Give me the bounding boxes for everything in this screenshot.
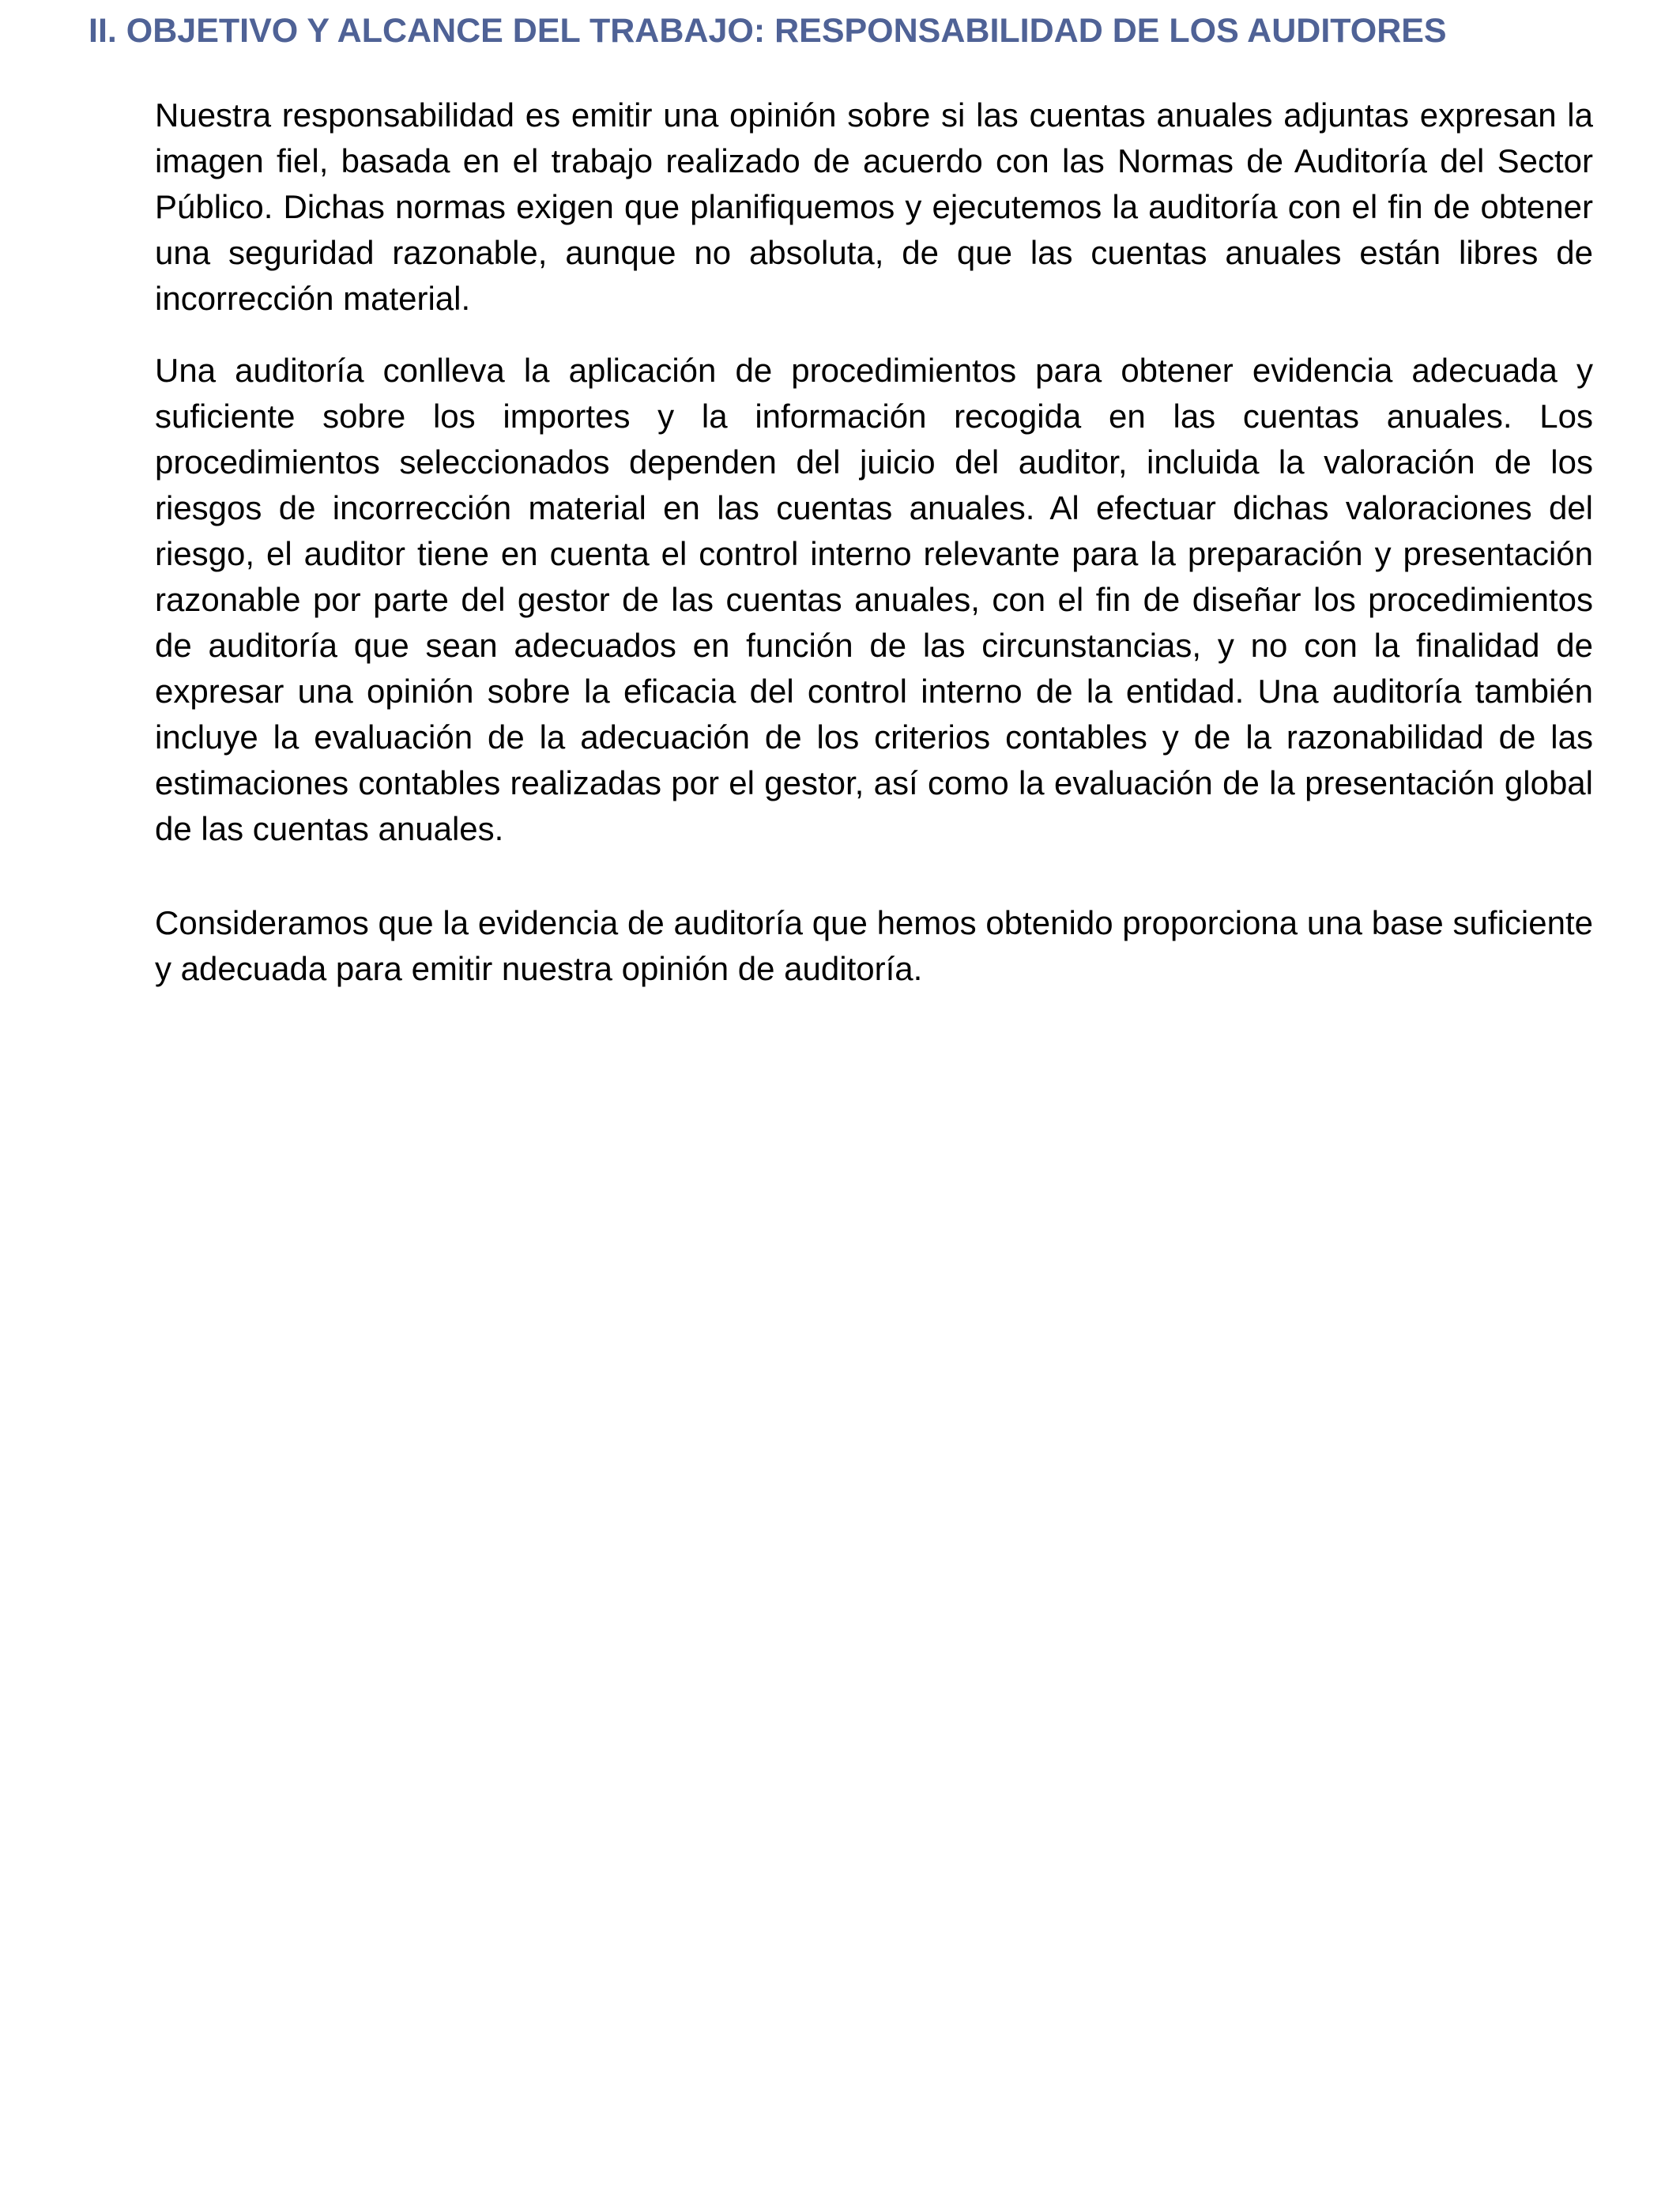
- paragraph-conclusion: Consideramos que la evidencia de auditoría que hemos obtenido proporciona una base suficiente y adecuada para emitir nuestra opinión de auditoría.: [155, 904, 1593, 987]
- section-heading: II. OBJETIVO Y ALCANCE DEL TRABAJO: RESPONSABILIDAD DE LOS AUDITORES: [89, 12, 1447, 50]
- paragraph-responsibility: Nuestra responsabilidad es emitir una opinión sobre si las cuentas anuales adjuntas expresan la imagen fiel, basada en el trabajo realizado de acuerdo con las Normas de Auditoría del Sector Público. Dichas normas exigen que planifiquemos y ejecutemos la auditoría con el fin de obtener una seguridad razonable, aunque no absoluta, de que las cuentas anuales están libres de incorrección material.: [155, 96, 1593, 317]
- paragraph-audit-procedures: Una auditoría conlleva la aplicación de procedimientos para obtener evidencia adecuada y suficiente sobre los importes y la información recogida en las cuentas anuales. Los procedimientos seleccionados dependen del juicio del auditor, incluida la valoración de los riesgos de incorrección material en las cuentas anuales. Al efectuar dichas valoraciones del riesgo, el auditor tiene en cuenta el control interno relevante para la preparación y presentación razonable por parte del gestor de las cuentas anuales, con el fin de diseñar los procedimientos de auditoría que sean adecuados en función de las circunstancias, y no con la finalidad de expresar una opinión sobre la eficacia del control interno de la entidad. Una auditoría también incluye la evaluación de la adecuación de los criterios contables y de la razonabilidad de las estimaciones contables realizadas por el gestor, así como la evaluación de la presentación global de las cuentas anuales.: [155, 352, 1593, 847]
